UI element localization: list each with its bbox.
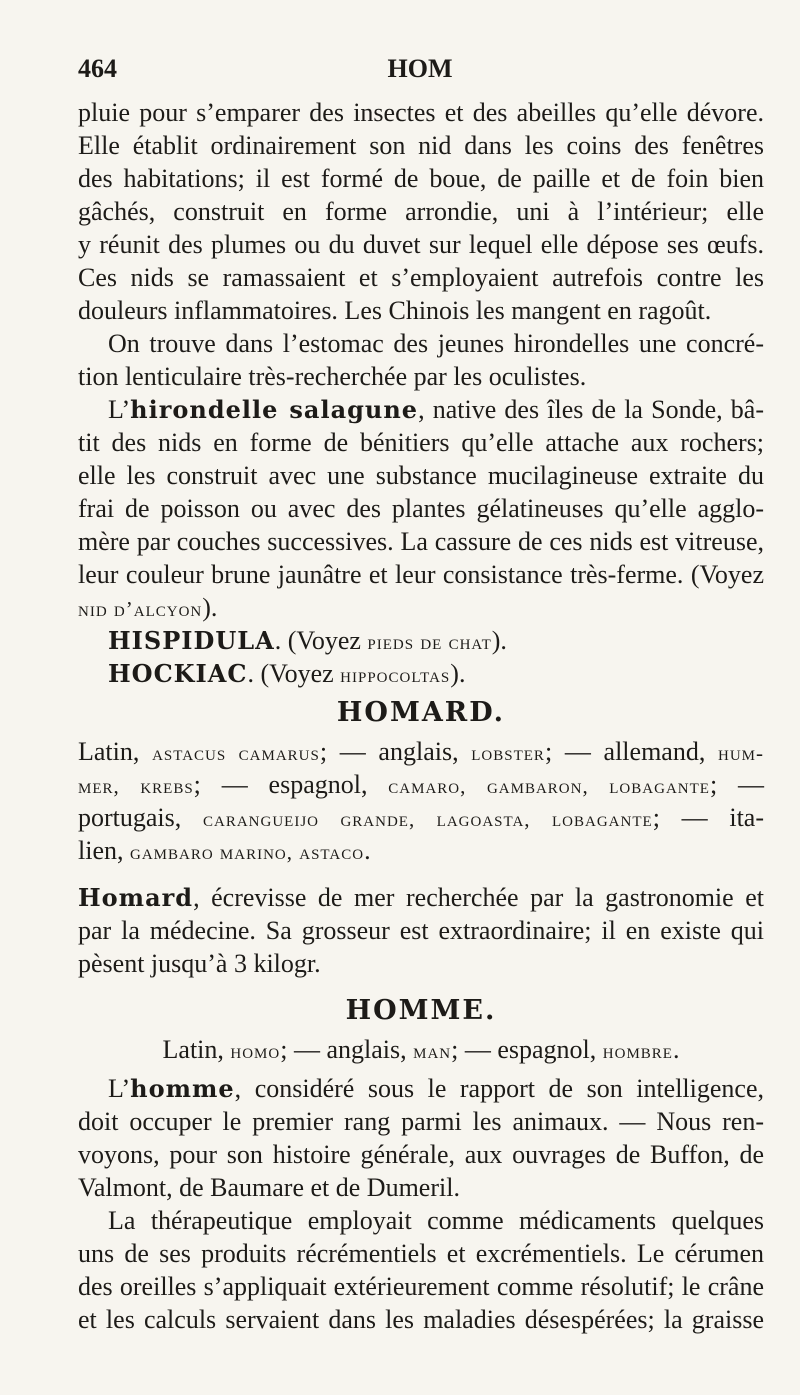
text-line: voyons, pour son histoire générale, aux ouvrages de Buffon, de [78,1140,764,1169]
text-line: mère par couches successives. La cassure de ces nids est vitreuse, [78,527,764,556]
text-line: tion lenticulaire très-recherchée par les oculistes. [78,362,587,391]
names-line: mer, krebs; — espagnol, camaro, gambaron, lobagante; — [78,770,764,799]
text-line: L’hirondelle salagune, native des îles de la Sonde, bâ- [108,395,764,424]
text-line: pèsent jusqu’à 3 kilogr. [78,949,321,978]
text-line: elle les construit avec une substance mucilagineuse extraite du [78,461,764,490]
term-homard: Homard [78,883,194,912]
text-line: Homard, écrevisse de mer recherchée par la gastronomie et [78,883,764,912]
names-line: Latin, homo; — anglais, man; — espagnol, hombre. [162,1035,680,1064]
text-line: L’homme, considéré sous le rapport de son intelligence, [108,1074,764,1103]
text-line: et les calculs servaient dans les maladies désespérées; la graisse [78,1305,764,1334]
section-title-homard: HOMARD. [336,697,506,728]
page-number: 464 [78,54,117,83]
text-line: frai de poisson ou avec des plantes gélatineuses qu’elle agglo- [78,494,764,523]
text-line: douleurs inflammatoires. Les Chinois les mangent en ragoût. [78,296,712,325]
cross-reference: hippocoltas [340,663,451,687]
names-line: portugais, carangueijo grande, lagoasta, lobagante; — ita- [78,803,764,832]
entry-hispidula: HISPIDULA. (Voyez pieds de chat). [108,626,507,655]
entry-hockiac: HOCKIAC. (Voyez hippocoltas). [108,659,466,688]
running-head [76,50,764,86]
text-line: On trouve dans l’estomac des jeunes hirondelles une concré- [108,329,764,358]
names-line: lien, gambaro marino, astaco. [78,836,371,865]
entry-term: HISPIDULA [108,626,275,655]
text-line: La thérapeutique employait comme médicaments quelques [108,1206,764,1235]
text-line: Elle établit ordinairement son nid dans les coins des fenêtres [78,131,764,160]
cross-reference: pieds de chat [367,630,492,654]
text-body [78,96,764,1336]
running-title: HOM [387,54,453,83]
text-line: y réunit des plumes ou du duvet sur lequel elle dépose ses œufs. [78,230,764,259]
text-line: tit des nids en forme de bénitiers qu’elle attache aux rochers; [78,428,764,457]
text-line: des oreilles s’appliquait extérieurement comme résolutif; le crâne [78,1272,764,1301]
cross-reference: nid d’alcyon [78,597,203,621]
text-line: pluie pour s’emparer des insectes et des abeilles qu’elle dévore. [78,98,764,127]
names-line: Latin, astacus camarus; — anglais, lobster; — allemand, hum- [78,737,765,766]
text-line: des habitations; il est formé de boue, de paille et de foin bien [78,164,764,193]
section-title-homme: HOMME. [345,995,497,1026]
text-line: doit occuper le premier rang parmi les animaux. — Nous ren- [78,1107,764,1136]
text-line: nid d’alcyon). [78,593,218,622]
text-line: uns de ses produits récrémentiels et excrémentiels. Le cérumen [78,1239,764,1268]
text-line: leur couleur brune jaunâtre et leur consistance très-ferme. (Voyez [78,560,764,589]
text-line: gâchés, construit en forme arrondie, uni à l’intérieur; elle [78,197,764,226]
text-line: Valmont, de Baumare et de Dumeril. [78,1173,460,1202]
text-line: par la médecine. Sa grosseur est extraordinaire; il en existe qui [78,916,764,945]
term-hirondelle-salagune: hirondelle salagune [130,395,419,424]
text-line: Ces nids se ramassaient et s’employaient autrefois contre les [78,263,764,292]
entry-term: HOCKIAC [108,659,248,688]
term-homme: homme [130,1074,235,1103]
